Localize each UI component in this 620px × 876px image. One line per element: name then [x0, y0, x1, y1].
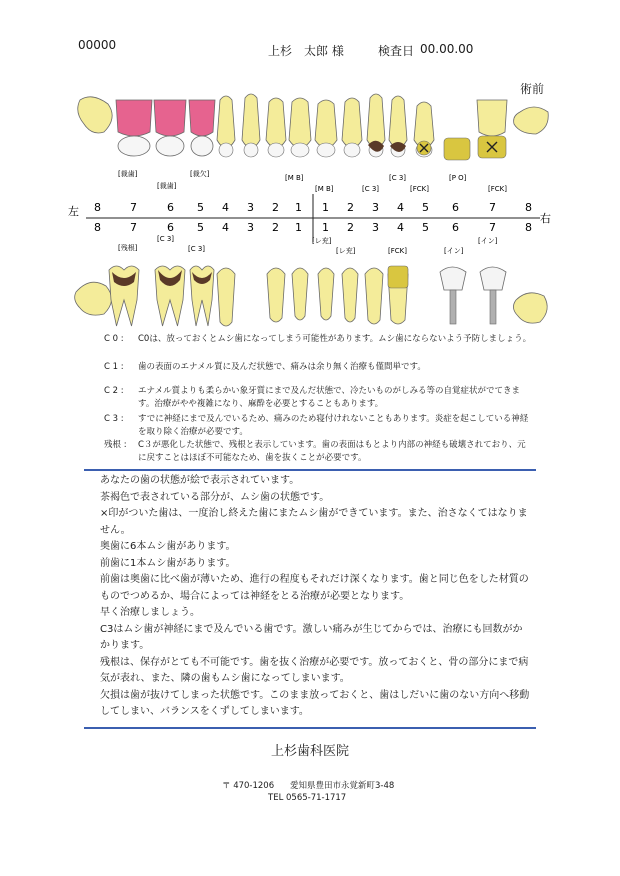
upper-teeth — [78, 94, 549, 160]
lower-incisor — [292, 268, 308, 320]
treatment-label: [裁欠] — [190, 170, 210, 178]
upper-premolar — [217, 96, 235, 157]
upper-tooth-number: 1 — [295, 201, 302, 214]
upper-tooth-number: 2 — [272, 201, 279, 214]
explanation-line: 早く治療しましょう。 — [100, 607, 200, 618]
lower-canine — [365, 268, 383, 324]
upper-wisdom-tooth-left — [78, 97, 112, 133]
caries-legend — [104, 333, 534, 471]
treatment-label: [C 3] — [188, 245, 206, 253]
lower-tooth-number: 7 — [130, 221, 137, 234]
treatment-label: [M B] — [315, 185, 334, 193]
lower-canine — [267, 268, 285, 322]
upper-crown-only — [444, 138, 470, 160]
upper-premolar-crossed — [414, 102, 434, 157]
divider-bottom — [84, 727, 536, 729]
explanation-line: 前歯に1本ムシ歯があります。 — [100, 557, 236, 569]
legend-term: C 1 : — [104, 362, 124, 372]
upper-tooth-number: 4 — [222, 201, 229, 214]
upper-incisor — [342, 98, 362, 157]
lower-treatment-labels — [118, 235, 498, 255]
treatment-label: [残根] — [118, 244, 138, 252]
upper-molar-crown — [154, 100, 186, 156]
clinic-phone: TEL 0565-71-1717 — [268, 793, 347, 803]
upper-tooth-number: 1 — [322, 201, 329, 214]
upper-tooth-number: 5 — [197, 201, 204, 214]
upper-tooth-number: 4 — [397, 201, 404, 214]
explanation-line: ×印がついた歯は、一度治し終えた歯にまたムシ歯ができています。また、治さなくてはなりません。 — [100, 508, 528, 536]
upper-tooth-number: 8 — [94, 201, 101, 214]
lower-tooth-number: 7 — [489, 221, 496, 234]
upper-tooth-number: 8 — [525, 201, 532, 214]
explanation-line: 奥歯に6本ムシ歯があります。 — [100, 541, 236, 552]
lower-tooth-number: 3 — [247, 221, 254, 234]
upper-molar-crown — [116, 100, 152, 156]
legend-description: C0は、放っておくとムシ歯になってしまう可能性があります。ムシ歯にならないよう予防しましょう。 — [138, 334, 532, 344]
legend-item — [104, 413, 534, 439]
lower-root-remnant — [75, 282, 112, 315]
upper-tooth-number: 7 — [489, 201, 496, 214]
explanation-line: 残根は、保存がとても不可能です。歯を抜く治療が必要です。放っておくと、骨の部分にまで病気が表れ、また、隣の歯もムシ歯になってしまいます。 — [100, 656, 529, 684]
lower-incisor — [318, 268, 334, 320]
treatment-label: [裁歯] — [118, 170, 138, 178]
upper-wisdom-tooth-right — [514, 107, 549, 134]
treatment-label: [P O] — [449, 174, 467, 182]
lower-premolar-c3 — [190, 266, 214, 326]
postal-code: 〒 470-1206 — [222, 781, 275, 791]
lower-tooth-number: 5 — [422, 221, 429, 234]
lower-tooth-number: 4 — [397, 221, 404, 234]
upper-tooth-number: 7 — [130, 201, 137, 214]
upper-tooth-number: 6 — [167, 201, 174, 214]
explanation-text — [100, 473, 530, 721]
lower-molar-c3 — [109, 266, 139, 326]
explanation-line: C3はムシ歯が神経にまで及んでいる歯です。激しい痛みが生じてからでは、治療にも回数がかかります。 — [100, 623, 523, 651]
upper-canine-decayed — [367, 94, 385, 157]
explanation-line: 茶褐色で表されている部分が、ムシ歯の状態です。 — [100, 491, 330, 503]
lower-tooth-number: 1 — [295, 221, 302, 234]
upper-incisor — [266, 98, 286, 157]
lower-tooth-number: 6 — [167, 221, 174, 234]
lower-premolar-fck — [388, 266, 408, 324]
upper-canine — [242, 94, 260, 157]
treatment-label: [レ充] — [312, 237, 332, 245]
legend-term: 残根 : — [104, 440, 127, 450]
upper-premolar-decayed — [389, 96, 407, 157]
treatment-label: [裁歯] — [157, 182, 177, 190]
right-side-label: 右 — [540, 212, 551, 225]
lower-incisor — [342, 268, 358, 322]
lower-tooth-number: 1 — [322, 221, 329, 234]
dental-chart — [0, 0, 620, 340]
upper-tooth-number: 3 — [372, 201, 379, 214]
upper-tooth-number: 5 — [422, 201, 429, 214]
legend-term: C 0 : — [104, 334, 124, 344]
treatment-stage: 術前 — [520, 82, 545, 96]
explanation-line: あなたの歯の状態が絵で表示されています。 — [100, 475, 300, 486]
legend-term: C 3 : — [104, 414, 124, 424]
clinic-address: 愛知県豊田市永覚新町3-48 — [290, 781, 395, 791]
lower-teeth — [75, 266, 548, 326]
exam-date-label: 検査日 — [378, 44, 415, 58]
treatment-label: [M B] — [285, 174, 304, 182]
legend-item — [104, 361, 534, 374]
legend-term: C 2 : — [104, 386, 124, 396]
clinic-name: 上杉歯科医院 — [270, 744, 349, 759]
patient-name: 上杉 太郎 様 — [268, 44, 344, 58]
upper-tooth-number: 3 — [247, 201, 254, 214]
legend-description: C３が悪化した状態で、残根と表示しています。歯の表面はもとより内部の神経も破壊されており、元に戻すことはほぼ不可能なため、歯を抜くことが必要です。 — [138, 440, 526, 463]
upper-molar-crossed — [477, 100, 507, 158]
treatment-label: [FCK] — [388, 247, 407, 255]
exam-date: 00.00.00 — [420, 42, 474, 56]
treatment-label: [C 3] — [157, 235, 175, 243]
treatment-label: [FCK] — [488, 185, 507, 193]
upper-premolar-crown — [189, 100, 215, 156]
lower-tooth-number: 4 — [222, 221, 229, 234]
upper-tooth-number: 2 — [347, 201, 354, 214]
treatment-label: [C 3] — [362, 185, 380, 193]
left-side-label: 左 — [68, 205, 79, 218]
lower-tooth-number: 2 — [272, 221, 279, 234]
upper-treatment-labels — [118, 169, 507, 193]
patient-id: 00000 — [78, 38, 117, 52]
legend-item — [104, 439, 534, 465]
upper-tooth-number: 6 — [452, 201, 459, 214]
lower-tooth-number: 3 — [372, 221, 379, 234]
explanation-line: 欠損は歯が抜けてしまった状態です。このまま放っておくと、歯はしだいに歯のない方向へ移動してしまい、バランスをくずしてしまいます。 — [100, 689, 530, 717]
lower-implant — [440, 267, 466, 324]
treatment-label: [イン] — [444, 247, 464, 255]
treatment-label: [C 3] — [389, 174, 407, 182]
legend-description: すでに神経にまで及んでいるため、痛みのため寝付けれないこともあります。炎症を起こしている神経を取り除く治療が必要です。 — [138, 414, 529, 437]
legend-item — [104, 333, 534, 346]
upper-incisor — [315, 100, 337, 157]
legend-item — [104, 385, 534, 411]
divider-top — [84, 469, 536, 471]
legend-description: エナメル質よりも柔らかい象牙質にまで及んだ状態で、冷たいものがしみる等の自覚症状がでてきます。治療がやや複雑になり、麻酔を必要とすることもあります。 — [138, 386, 520, 409]
lower-wisdom-tooth-right — [513, 293, 547, 323]
lower-tooth-number: 8 — [94, 221, 101, 234]
lower-premolar — [217, 268, 235, 326]
lower-tooth-number: 2 — [347, 221, 354, 234]
treatment-label: [レ充] — [336, 247, 356, 255]
lower-implant — [480, 267, 506, 324]
lower-tooth-number: 5 — [197, 221, 204, 234]
explanation-line: 前歯は奥歯に比べ歯が薄いため、進行の程度もそれだけ深くなります。歯と同じ色をした材質のものでつめるか、場合によっては神経をとる治療が必要となります。 — [100, 574, 529, 602]
legend-description: 歯の表面のエナメル質に及んだ状態で、痛みは余り無く治療も僅間単です。 — [138, 362, 426, 372]
lower-tooth-number: 8 — [525, 221, 532, 234]
lower-tooth-number: 6 — [452, 221, 459, 234]
upper-incisor — [289, 98, 311, 157]
treatment-label: [FCK] — [410, 185, 429, 193]
lower-molar-c3 — [155, 266, 185, 326]
treatment-label: [イン] — [478, 237, 498, 245]
